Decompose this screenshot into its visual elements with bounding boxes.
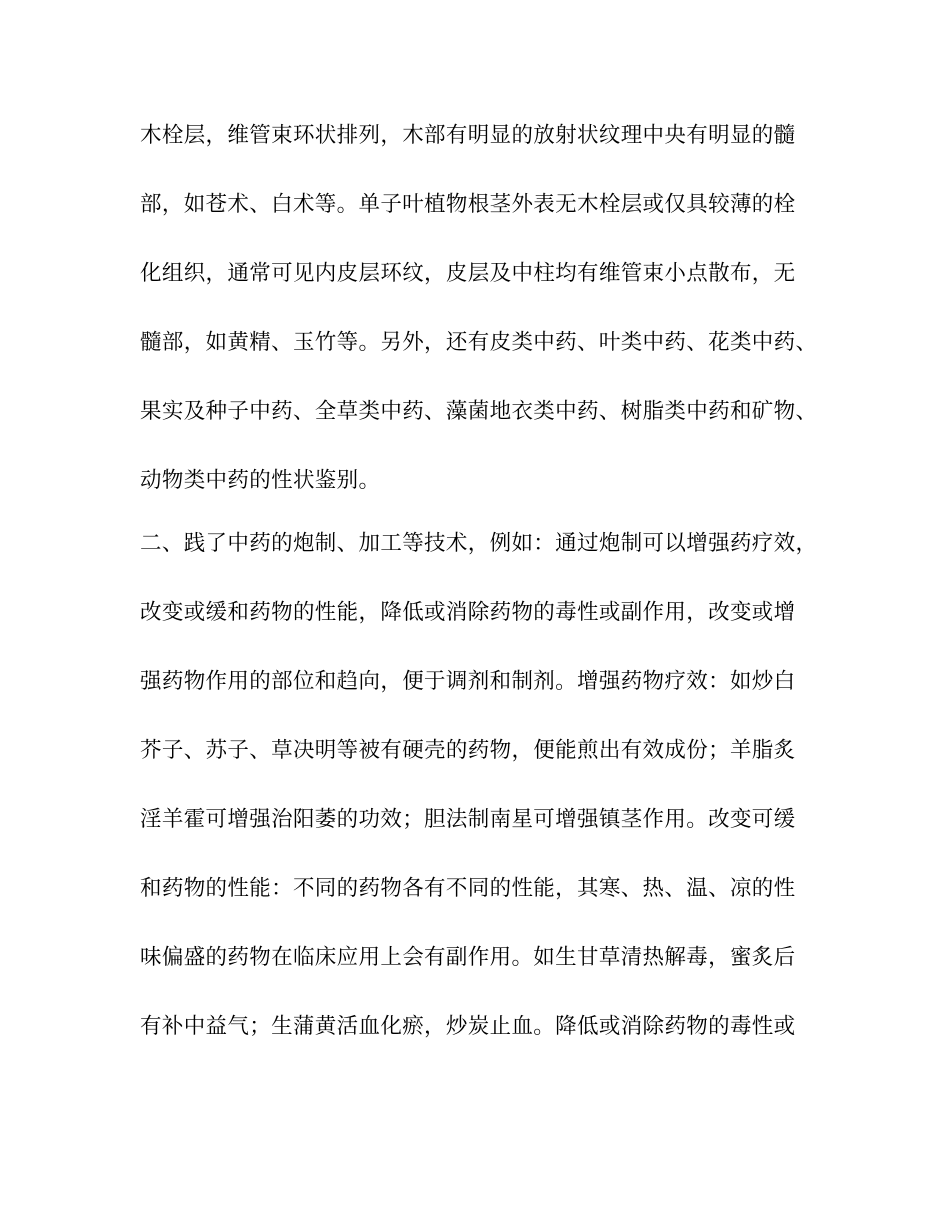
text-line: 化组织，通常可见内皮层环纹，皮层及中柱均有维管束小点散布，无 bbox=[140, 261, 796, 286]
text-line: 改变或缓和药物的性能，降低或消除药物的毒性或副作用，改变或增 bbox=[140, 600, 796, 625]
text-line: 木栓层，维管束环状排列，木部有明显的放射状纹理中央有明显的髓 bbox=[140, 123, 796, 148]
text-line: 有补中益气；生蒲黄活血化瘀，炒炭止血。降低或消除药物的毒性或 bbox=[140, 1014, 796, 1039]
text-line: 和药物的性能：不同的药物各有不同的性能，其寒、热、温、凉的性 bbox=[140, 876, 796, 901]
text-line: 淫羊霍可增强治阳萎的功效；胆法制南星可增强镇茎作用。改变可缓 bbox=[140, 807, 796, 832]
text-line: 芥子、苏子、草决明等被有硬壳的药物，便能煎出有效成份；羊脂炙 bbox=[140, 738, 796, 763]
text-line: 果实及种子中药、全草类中药、藻菌地衣类中药、树脂类中药和矿物、 bbox=[140, 399, 818, 424]
text-line: 髓部，如黄精、玉竹等。另外，还有皮类中药、叶类中药、花类中药、 bbox=[140, 330, 818, 355]
body-text bbox=[140, 118, 820, 1078]
text-line: 强药物作用的部位和趋向，便于调剂和制剂。增强药物疗效：如炒白 bbox=[140, 669, 796, 694]
text-line: 部，如苍术、白术等。单子叶植物根茎外表无木栓层或仅具较薄的栓 bbox=[140, 192, 796, 217]
section-heading-line: 二、践了中药的炮制、加工等技术，例如：通过炮制可以增强药疗效， bbox=[140, 531, 818, 556]
text-line: 动物类中药的性状鉴别。 bbox=[140, 468, 381, 493]
text-line: 味偏盛的药物在临床应用上会有副作用。如生甘草清热解毒，蜜炙后 bbox=[140, 945, 796, 970]
